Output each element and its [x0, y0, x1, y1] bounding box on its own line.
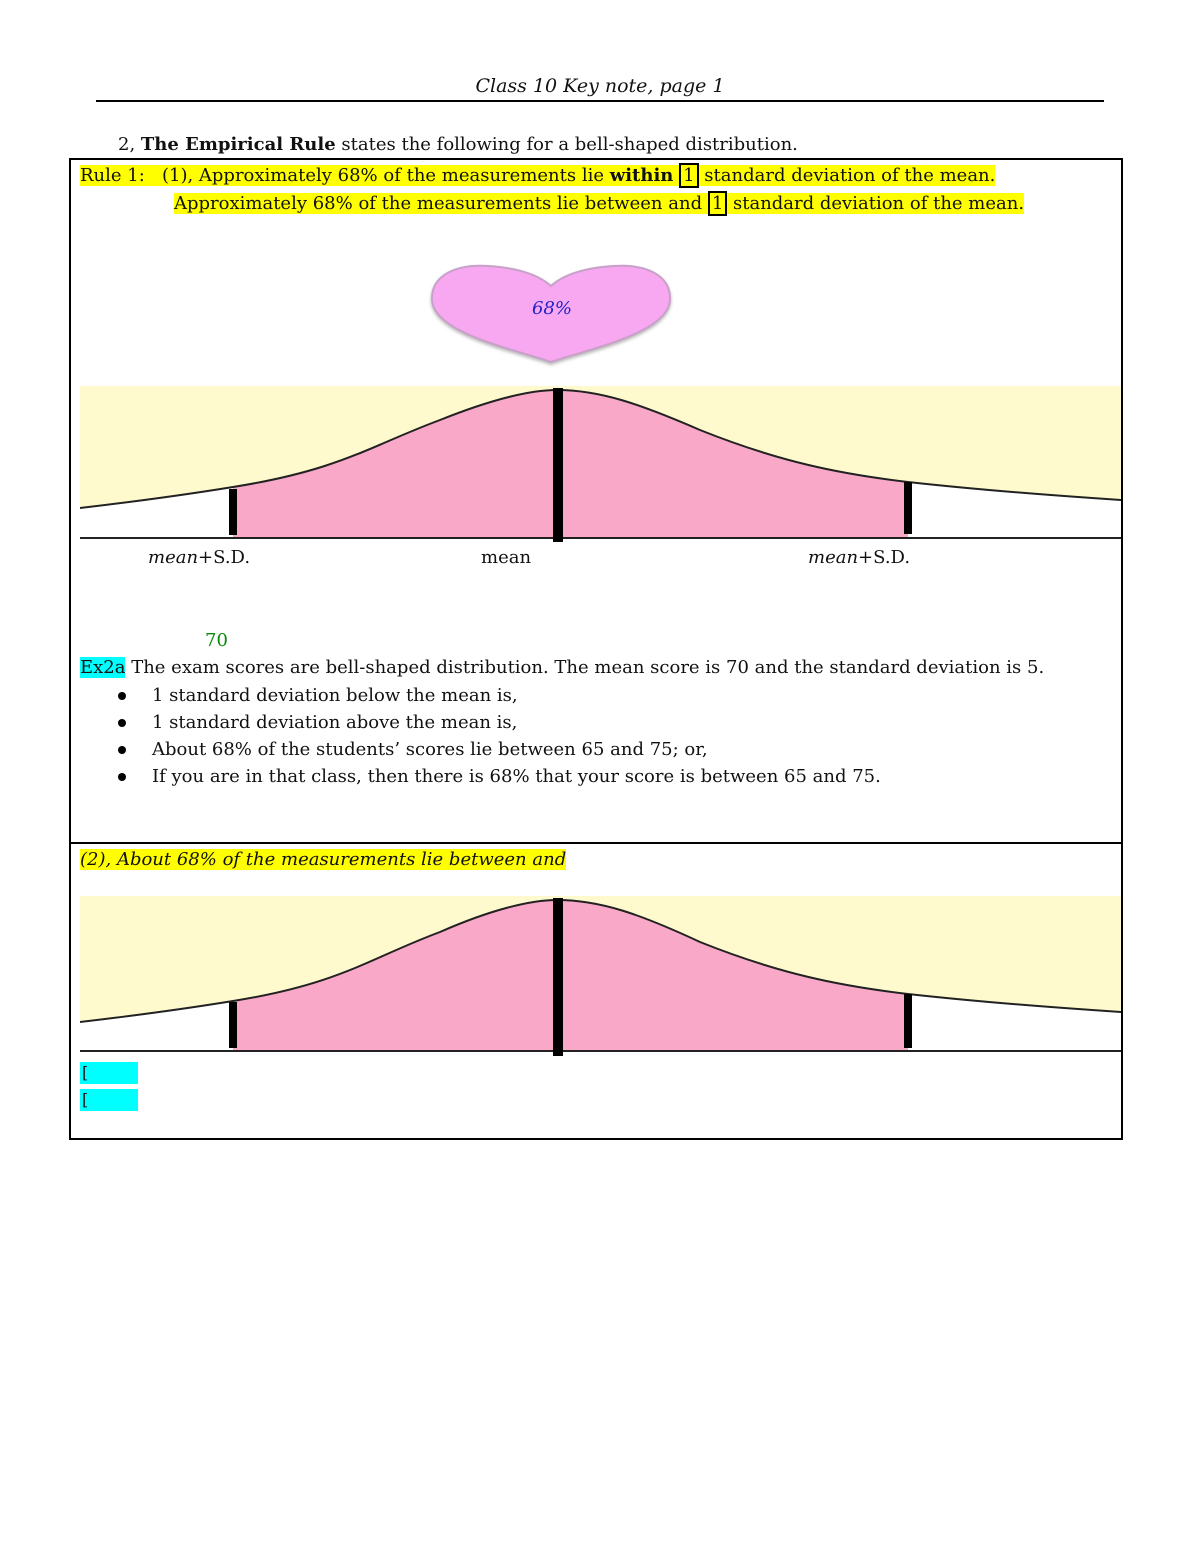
intro-sentence: [118, 134, 798, 155]
curve2-mean-marker: [553, 898, 563, 1056]
section2-text: (2), About 68% of the measurements lie between and: [80, 849, 567, 870]
example-text: The exam scores are bell-shaped distribution. The mean score is 70 and the standard deviation is 5.: [125, 657, 1045, 678]
intro-prefix: 2,: [118, 134, 141, 155]
list-item: 1 standard deviation below the mean is,: [80, 682, 881, 709]
rule1-line1-a: (1), Approximately 68% of the measurements lie: [161, 165, 610, 186]
intro-bold: The Empirical Rule: [140, 134, 336, 155]
axis-label-left-italic: mean+: [148, 547, 214, 568]
example-tag: Ex2a: [80, 657, 126, 678]
page-title: Class 10 Key note, page 1: [475, 75, 725, 97]
example-line: [80, 655, 1044, 681]
bell-curve-2: [80, 896, 1121, 1058]
heart-label: 68%: [531, 298, 572, 319]
section-divider: [69, 842, 1121, 844]
axis-label-center: mean: [481, 547, 532, 568]
list-item: If you are in that class, then there is 68% that your score is between 65 and 75.: [80, 763, 881, 790]
rule1-label: Rule 1:: [80, 165, 145, 186]
axis-label-right: [808, 547, 910, 568]
axis-label-right-rest: S.D.: [873, 547, 911, 568]
rule1-line1-bold: within: [609, 165, 674, 186]
intro-rest: states the following for a bell-shaped distribution.: [335, 134, 798, 155]
curve1-mean-marker: [553, 388, 563, 542]
rule1-line1-box: 1: [679, 163, 698, 188]
curve1-right-marker: [904, 482, 912, 534]
curve2-right-marker: [904, 994, 912, 1048]
rule1-line2: [174, 191, 1024, 217]
section2-heading: [80, 847, 566, 873]
green-value: 70: [205, 630, 228, 651]
rule1-line2-box: 1: [708, 191, 727, 216]
list-item: About 68% of the students’ scores lie between 65 and 75; or,: [80, 736, 881, 763]
cyan-cell-1: [: [80, 1062, 138, 1084]
rule1-line1: [80, 163, 995, 189]
curve1-left-marker: [229, 489, 237, 535]
axis-label-left: [148, 547, 250, 568]
list-item: 1 standard deviation above the mean is,: [80, 709, 881, 736]
axis-label-left-rest: S.D.: [213, 547, 251, 568]
cyan-cell-2: [: [80, 1089, 138, 1111]
rule1-line1-b: standard deviation of the mean.: [698, 165, 996, 186]
page-header: [96, 72, 1104, 102]
curve2-left-marker: [229, 1002, 237, 1048]
rule1-line2-a: Approximately 68% of the measurements lie between and: [174, 193, 708, 214]
example-bullets: [80, 682, 881, 790]
axis-label-right-italic: mean+: [808, 547, 874, 568]
bell-curve-1: [80, 386, 1121, 544]
rule1-line2-b: standard deviation of the mean.: [727, 193, 1025, 214]
